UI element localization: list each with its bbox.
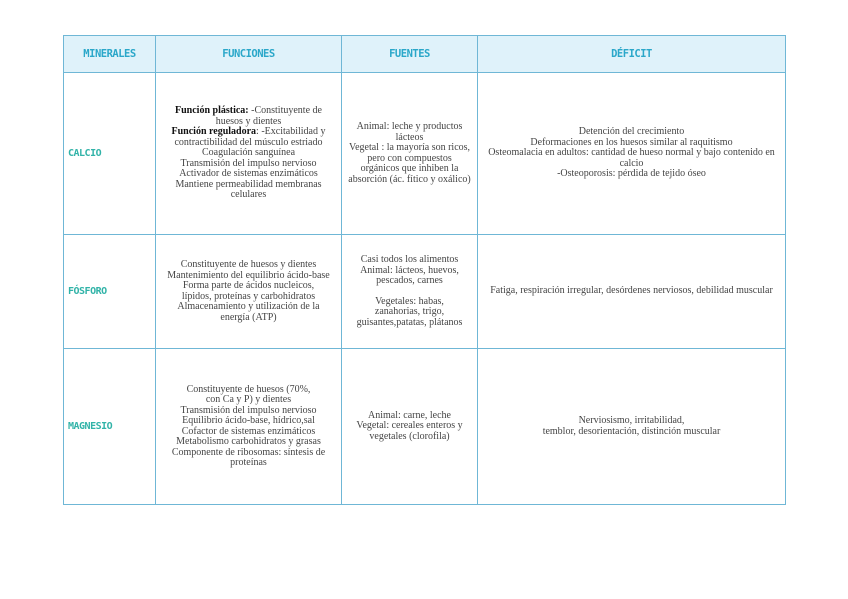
fuentes-cell (342, 349, 478, 505)
header-row (64, 36, 786, 73)
deficit-cell (478, 73, 786, 235)
cell-line: vegetales (clorofila) (369, 430, 450, 442)
cell-line: Deformaciones en los huesos similar al raquitismo (530, 136, 733, 148)
table-row (64, 349, 786, 505)
cell-line: Detención del crecimiento (578, 126, 685, 138)
bold-label: Función reguladora (171, 126, 257, 138)
fuentes-cell (342, 235, 478, 349)
funciones-cell (156, 235, 342, 349)
cell-line: Vegetales: habas, (375, 295, 444, 307)
cell-line: Casi todos los alimentos (360, 254, 459, 265)
cell-line: Animal: carne, leche (367, 409, 451, 421)
cell-line (346, 287, 473, 297)
line-text: Transmisión del impulso nervioso (180, 404, 317, 416)
line-text: Transmisión del impulso nervioso (180, 157, 317, 169)
line-text: Forma parte de ácidos nucleicos, (182, 280, 315, 291)
cell-line: Fatiga, respiración irregular, desórdenes nerviosos, debilidad muscular (490, 285, 773, 297)
deficit-cell (478, 349, 786, 505)
cell-line (160, 458, 337, 469)
table-row (64, 73, 786, 235)
minerals-table (63, 35, 786, 505)
line-text: Mantiene permeabilidad membranas (175, 178, 322, 190)
cell-line: Animal: lácteos, huevos, (360, 264, 459, 276)
cell-line: Vegetal : la mayoría son ricos, (348, 142, 471, 153)
cell-line: -Osteoporosis: pérdida de tejido óseo (557, 168, 706, 180)
header-deficit: DÉFICIT (478, 36, 786, 73)
cell-line (160, 190, 337, 201)
mineral-name: CALCIO (64, 73, 156, 235)
line-text: Constituyente de huesos (70%, (186, 383, 311, 395)
line-text: -Constituyente de (248, 105, 322, 117)
cell-line: pescados, carnes (376, 275, 443, 286)
line-text: lípidos, proteínas y carbohidratos (181, 290, 316, 302)
header-fuentes: FUENTES (342, 36, 478, 73)
line-text: Constituyente de huesos y dientes (180, 259, 317, 270)
line-text: Cofactor de sistemas enzimáticos (181, 425, 316, 437)
line-text: Almacenamiento y utilización de la (177, 301, 320, 312)
cell-line: guisantes,patatas, plátanos (356, 316, 463, 328)
line-text: Metabolismo carbohidratos y grasas (176, 436, 321, 447)
line-text: con Ca y P) y dientes (205, 394, 292, 405)
cell-line: lácteos (395, 131, 424, 143)
line-text: Mantenimiento del equilibrio ácido-base (167, 269, 330, 281)
cell-line: Osteomalacia en adultos: cantidad de hueso normal y bajo contenido en (488, 147, 775, 159)
bold-label: Función plástica: (175, 105, 249, 117)
header-funciones: FUNCIONES (156, 36, 342, 73)
line-text: celulares (230, 189, 267, 201)
line-text: energía (ATP) (220, 311, 277, 323)
cell-line: absorción (ác. fítico y oxálico) (348, 173, 471, 185)
mineral-name: FÓSFORO (64, 235, 156, 349)
line-text: Activador de sistemas enzimáticos (179, 168, 318, 180)
mineral-name: MAGNESIO (64, 349, 156, 505)
cell-line: Animal: leche y productos (356, 121, 463, 132)
cell-line: Vegetal: cereales enteros y (356, 420, 463, 432)
fuentes-cell (342, 73, 478, 235)
line-text: : -Excitabilidad y (256, 126, 326, 138)
funciones-cell (156, 73, 342, 235)
header-minerales: MINERALES (64, 36, 156, 73)
cell-line (160, 313, 337, 324)
cell-line: temblor, desorientación, distinción muscular (542, 425, 721, 437)
cell-line: orgánicos que inhiben la (360, 163, 459, 174)
funciones-cell (156, 349, 342, 505)
cell-line: zanahorias, trigo, (374, 306, 445, 317)
line-text: huesos y dientes (215, 115, 282, 127)
line-text: contractibilidad del músculo estriado (174, 136, 323, 148)
cell-line: calcio (619, 157, 644, 169)
line-text: Componente de ribosomas: síntesis de (171, 446, 326, 458)
table-row (64, 235, 786, 349)
cell-line: Nerviosismo, irritabilidad, (578, 415, 685, 426)
deficit-cell (478, 235, 786, 349)
line-text: Equilibrio ácido-base, hídrico,sal (182, 415, 315, 426)
line-text: Coagulación sanguínea (201, 147, 296, 159)
line-text: proteínas (230, 457, 267, 468)
cell-line: pero con compuestos (367, 152, 452, 164)
